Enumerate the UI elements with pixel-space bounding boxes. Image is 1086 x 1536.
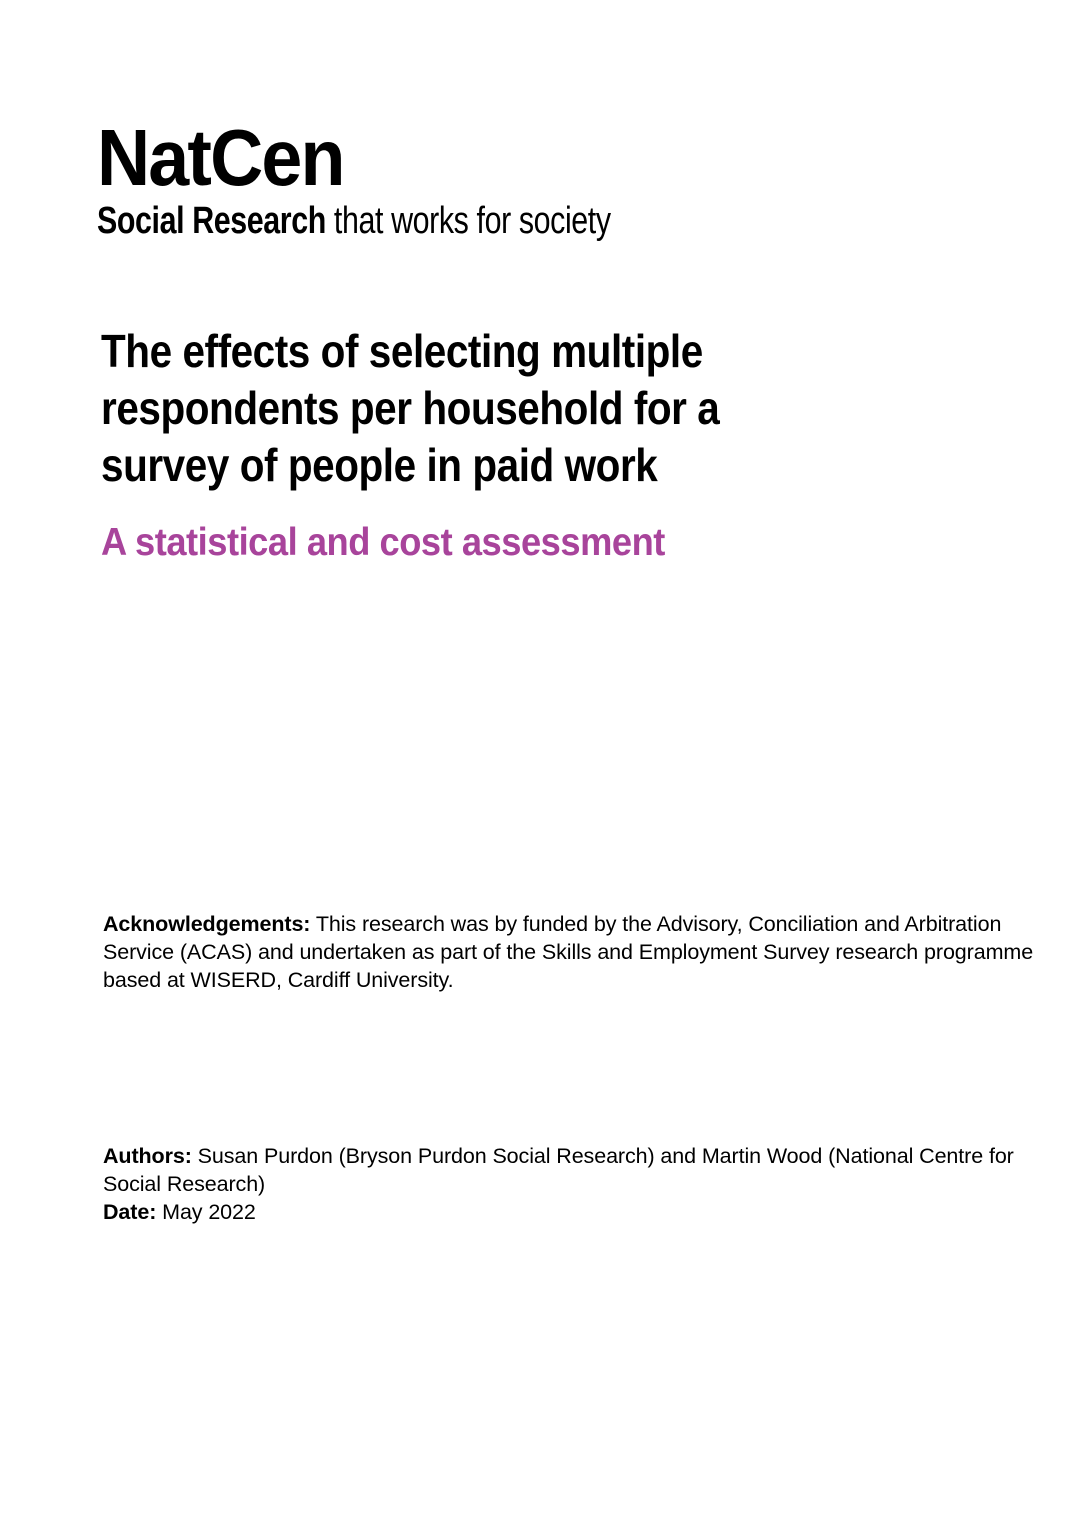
logo-tagline-bold: Social Research — [97, 200, 326, 242]
page-title — [101, 323, 719, 494]
natcen-logo-brand: NatCen — [97, 113, 344, 202]
page-title-line-3: survey of people in paid work — [101, 439, 658, 492]
acknowledgements-text: This research was by funded by the Advisory, Conciliation and Arbitration Service (ACAS) and undertaken as part of the Skills and Employment Survey research programme based at WISERD, Cardiff University. — [103, 912, 1034, 992]
authors-block — [103, 1142, 1048, 1226]
authors-line — [103, 1142, 1048, 1198]
acknowledgements-paragraph — [103, 910, 1048, 994]
authors-text: Susan Purdon (Bryson Purdon Social Research) and Martin Wood (National Centre for Social Research) — [103, 1144, 1014, 1196]
date-text: May 2022 — [156, 1200, 256, 1224]
page-subtitle: A statistical and cost assessment — [101, 521, 665, 564]
natcen-logo-tagline — [97, 200, 611, 243]
date-line — [103, 1198, 1048, 1226]
natcen-logo — [97, 113, 739, 243]
page-title-line-1: The effects of selecting multiple — [101, 325, 703, 377]
acknowledgements-label: Acknowledgements: — [103, 912, 311, 936]
date-label: Date: — [103, 1200, 157, 1224]
page-title-line-2: respondents per household for a — [101, 382, 720, 435]
logo-tagline-rest: that works for society — [325, 200, 611, 242]
authors-label: Authors: — [103, 1144, 192, 1168]
